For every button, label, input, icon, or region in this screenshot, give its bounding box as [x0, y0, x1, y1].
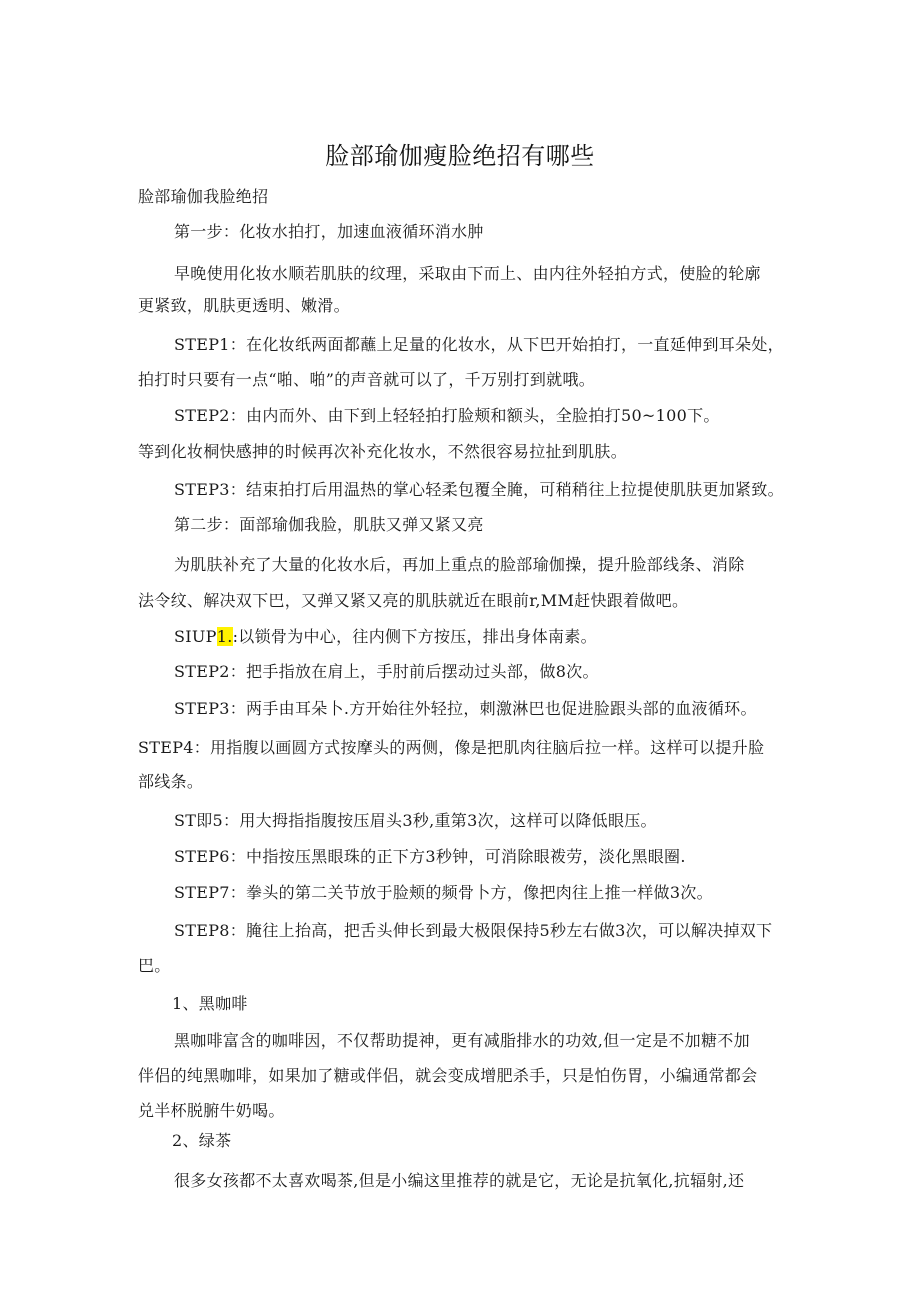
section-tea-heading: 2、绿茶 — [172, 1131, 232, 1150]
step2-item1-prefix: SIUP — [174, 627, 217, 646]
step1-heading: 第一步：化妆水拍打，加速血液循环消水肿 — [174, 222, 484, 241]
step2-item2: STEP2：把手指放在肩上，手肘前后摆动过头部，做8次。 — [174, 662, 599, 681]
step1-item1-line2: 拍打时只要有一点“啪、啪”的声音就可以了，千万别打到就哦。 — [138, 370, 596, 389]
paragraph-step2-line2: 法令纹、解决双下巴，又弹又紧又亮的肌肤就近在眼前r,MM赶快跟着做吧。 — [138, 591, 689, 610]
paragraph-intro-line1: 早晚使用化妆水顺若肌肤的纹理，采取由下而上、由内往外轻拍方式，使脸的轮廓 — [174, 264, 761, 283]
paragraph-step2-line1: 为肌肤补充了大量的化妆水后，再加上重点的脸部瑜伽操，提升脸部线条、消除 — [174, 555, 745, 574]
section-coffee-heading: 1、黑咖啡 — [172, 994, 248, 1013]
subtitle: 脸部瑜伽我脸绝招 — [138, 187, 269, 206]
step2-item7: STEP7：拳头的第二关节放于脸颊的频骨卜方，像把肉往上推一样做3次。 — [174, 883, 713, 902]
step1-item2: STEP2：由内而外、由下到上轻轻拍打脸颊和额头，全脸拍打50~100下。 — [174, 406, 720, 425]
step2-item1 — [174, 618, 597, 655]
highlighted-text: 1. — [216, 627, 233, 646]
step2-item1-text: :以锁骨为中心，往内侧下方按压，排出身体南素。 — [232, 627, 597, 646]
paragraph-intro-line2: 更紧致，肌肤更透明、嫩滑。 — [138, 296, 350, 315]
step1-item2-note: 等到化妆桐快感抻的时候再次补充化妆水，不然很容易拉扯到肌肤。 — [138, 442, 628, 461]
coffee-paragraph-line1: 黑咖啡富含的咖啡因，不仅帮助提神，更有减脂排水的功效,但一定是不加糖不加 — [174, 1031, 750, 1050]
step1-item1-line1: STEP1：在化妆纸两面都蘸上足量的化妆水，从下巴开始拍打，一直延伸到耳朵处， — [174, 335, 784, 354]
step2-heading: 第二步：面部瑜伽我脸，肌肤又弹又紧又亮 — [174, 515, 484, 534]
step2-item4-line1: STEP4：用指腹以画圆方式按摩头的两侧，像是把肌肉往脑后拉一样。这样可以提升脸 — [138, 738, 765, 757]
step2-item8-line2: 巴。 — [138, 956, 171, 975]
coffee-paragraph-line2: 伴侣的纯黑咖啡，如果加了糖或伴侣，就会变成增肥杀手，只是怕伤胃，小编通常都会 — [138, 1066, 758, 1085]
step2-item3: STEP3：两手由耳朵卜.方开始往外轻拉，刺激淋巴也促进脸跟头部的血液循环。 — [174, 699, 757, 718]
step1-item3: STEP3：结束拍打后用温热的掌心轻柔包覆全腌，可稍稍往上拉提使肌肤更加紧致。 — [174, 480, 784, 499]
step2-item4-line2: 部线条。 — [138, 772, 204, 791]
document-title: 脸部瑜伽瘦脸绝招有哪些 — [325, 142, 595, 170]
step2-item5: ST即5：用大拇指指腹按压眉头3秒,重第3次，这样可以降低眼压。 — [174, 811, 657, 830]
coffee-paragraph-line3: 兑半杯脱腑牛奶喝。 — [138, 1101, 285, 1120]
tea-paragraph-line1: 很多女孩都不太喜欢喝茶,但是小编这里推荐的就是它，无论是抗氧化,抗辐射,还 — [174, 1171, 745, 1190]
step2-item8-line1: STEP8：腌往上抬高，把舌头伸长到最大极限保持5秒左右做3次，可以解决掉双下 — [174, 921, 773, 940]
step2-item6: STEP6：中指按压黑眼珠的正下方3秒钟，可消除眼袯劳，淡化黑眼圈. — [174, 847, 686, 866]
